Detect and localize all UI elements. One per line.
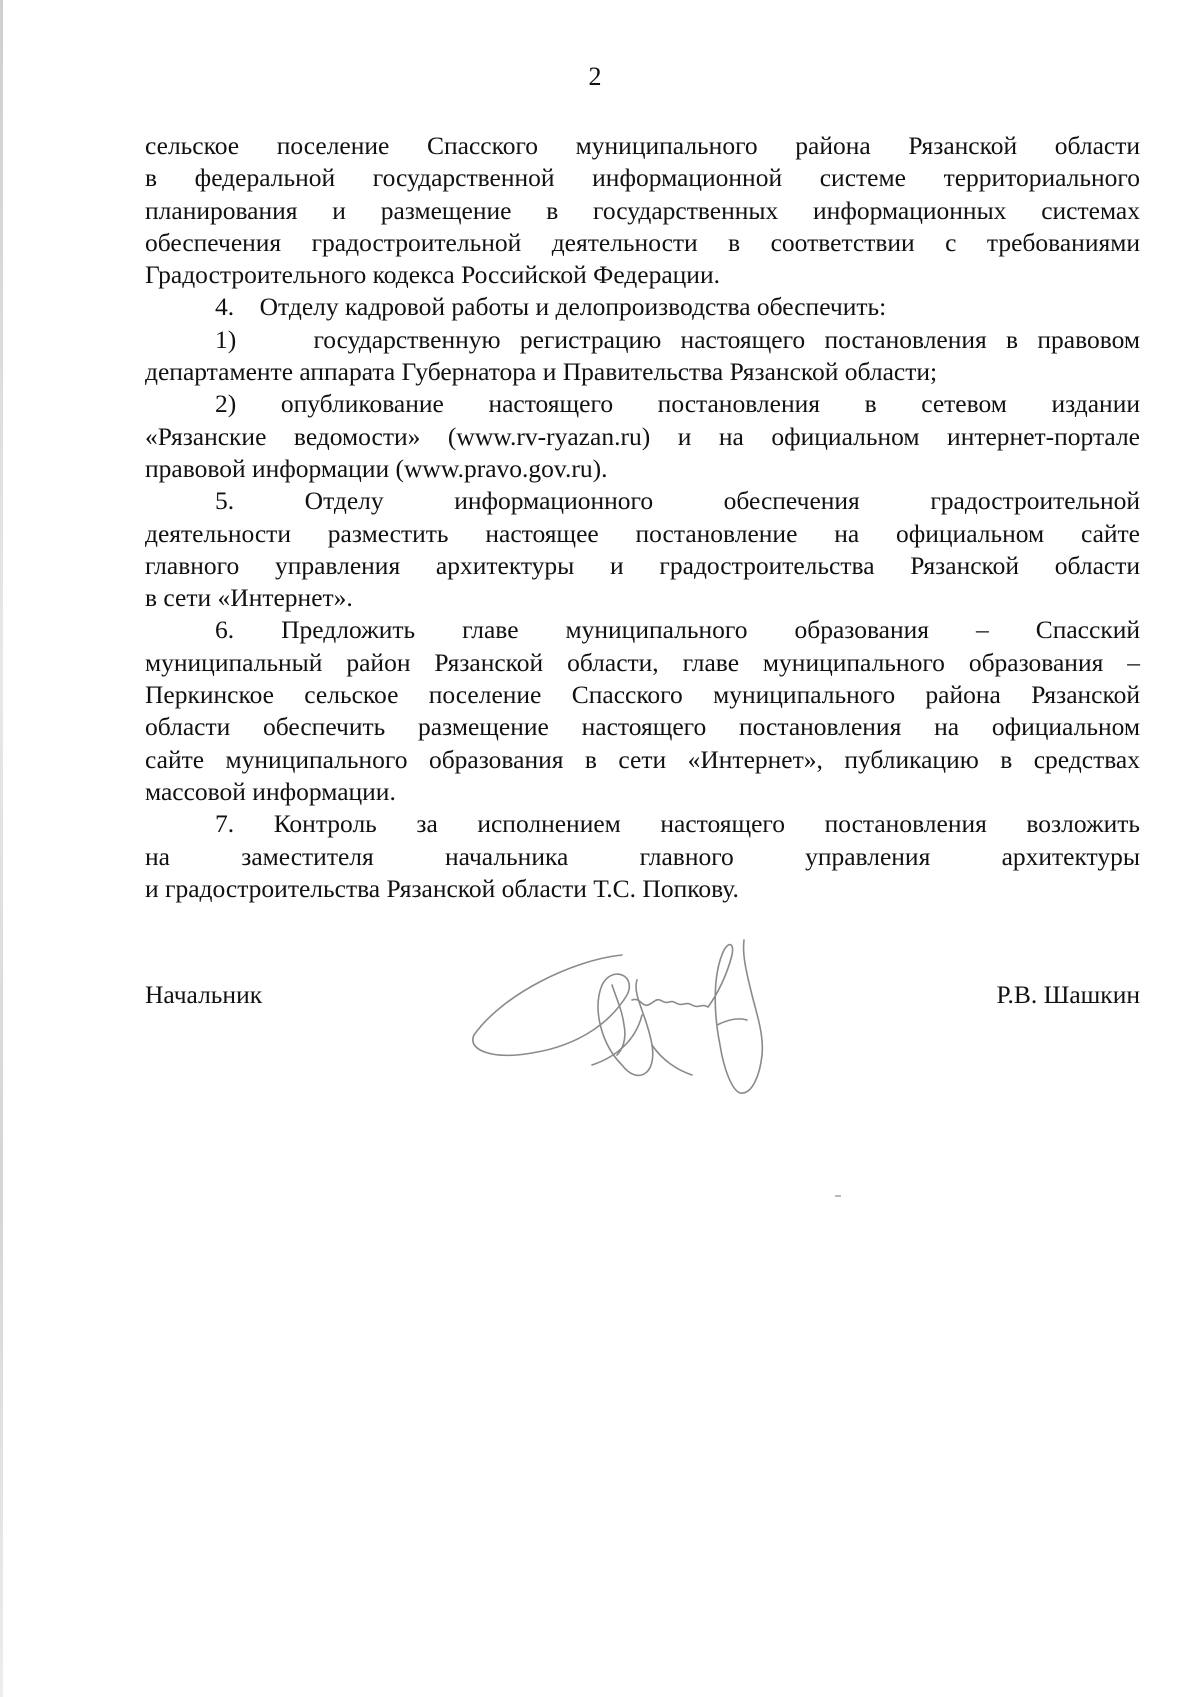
text-line: 6. Предложить главе муниципального образования – Спасский xyxy=(215,615,1140,645)
text-line: муниципальный район Рязанской области, главе муниципального образования – xyxy=(145,647,1140,677)
signatory-title: Начальник xyxy=(145,980,263,1009)
text-line: Градостроительного кодекса Российской Федерации. xyxy=(145,260,720,290)
signature-block xyxy=(145,980,1140,1020)
text-line: 1) государственную регистрацию настоящего постановления в правовом xyxy=(215,324,1140,354)
text-line: Перкинское сельское поселение Спасского муниципального района Рязанской xyxy=(145,680,1140,710)
document-body xyxy=(145,130,1140,905)
text-line: массовой информации. xyxy=(145,776,396,806)
text-line: 2) опубликование настоящего постановления в сетевом издании xyxy=(215,389,1140,419)
text-line: планирования и размещение в государственных информационных системах xyxy=(145,195,1140,225)
text-line: сайте муниципального образования в сети «Интернет», публикацию в средствах xyxy=(145,744,1140,774)
text-line: в сети «Интернет». xyxy=(145,583,353,613)
paragraph-item-5 xyxy=(145,485,1140,614)
scan-speck xyxy=(835,1195,841,1197)
text-line: 7. Контроль за исполнением настоящего постановления возложить xyxy=(215,809,1140,839)
text-line: 5. Отделу информационного обеспечения градостроительной xyxy=(215,486,1140,516)
text-line: сельское поселение Спасского муниципального района Рязанской области xyxy=(145,131,1140,160)
page-left-edge xyxy=(0,0,3,1697)
text-line: области обеспечить размещение настоящего постановления на официальном xyxy=(145,712,1140,742)
page-number: 2 xyxy=(588,62,602,91)
signatory-name: Р.В. Шашкин xyxy=(996,980,1140,1009)
text-line: департаменте аппарата Губернатора и Правительства Рязанской области; xyxy=(145,357,938,387)
text-line: 4. Отделу кадровой работы и делопроизводства обеспечить: xyxy=(215,292,887,322)
text-line: «Рязанские ведомости» (www.rv-ryazan.ru) и на официальном интернет-портале xyxy=(145,421,1140,451)
paragraph-item-7 xyxy=(145,808,1140,905)
text-line: на заместителя начальника главного управления архитектуры xyxy=(145,841,1140,871)
paragraph-item-4-1 xyxy=(145,324,1140,389)
text-line: правовой информации (www.pravo.gov.ru). xyxy=(145,453,608,483)
text-line: обеспечения градостроительной деятельности в соответствии с требованиями xyxy=(145,227,1140,257)
text-line: деятельности разместить настоящее постановление на официальном сайте xyxy=(145,518,1140,548)
paragraph-item-4 xyxy=(145,291,1140,323)
text-line: в федеральной государственной информационной системе территориального xyxy=(145,163,1140,193)
text-line: и градостроительства Рязанской области Т.С. Попкову. xyxy=(145,873,739,903)
paragraph-item-6 xyxy=(145,614,1140,808)
paragraph-item-4-2 xyxy=(145,388,1140,485)
text-line: главного управления архитектуры и градостроительства Рязанской области xyxy=(145,550,1140,580)
paragraph-continuation xyxy=(145,130,1140,291)
